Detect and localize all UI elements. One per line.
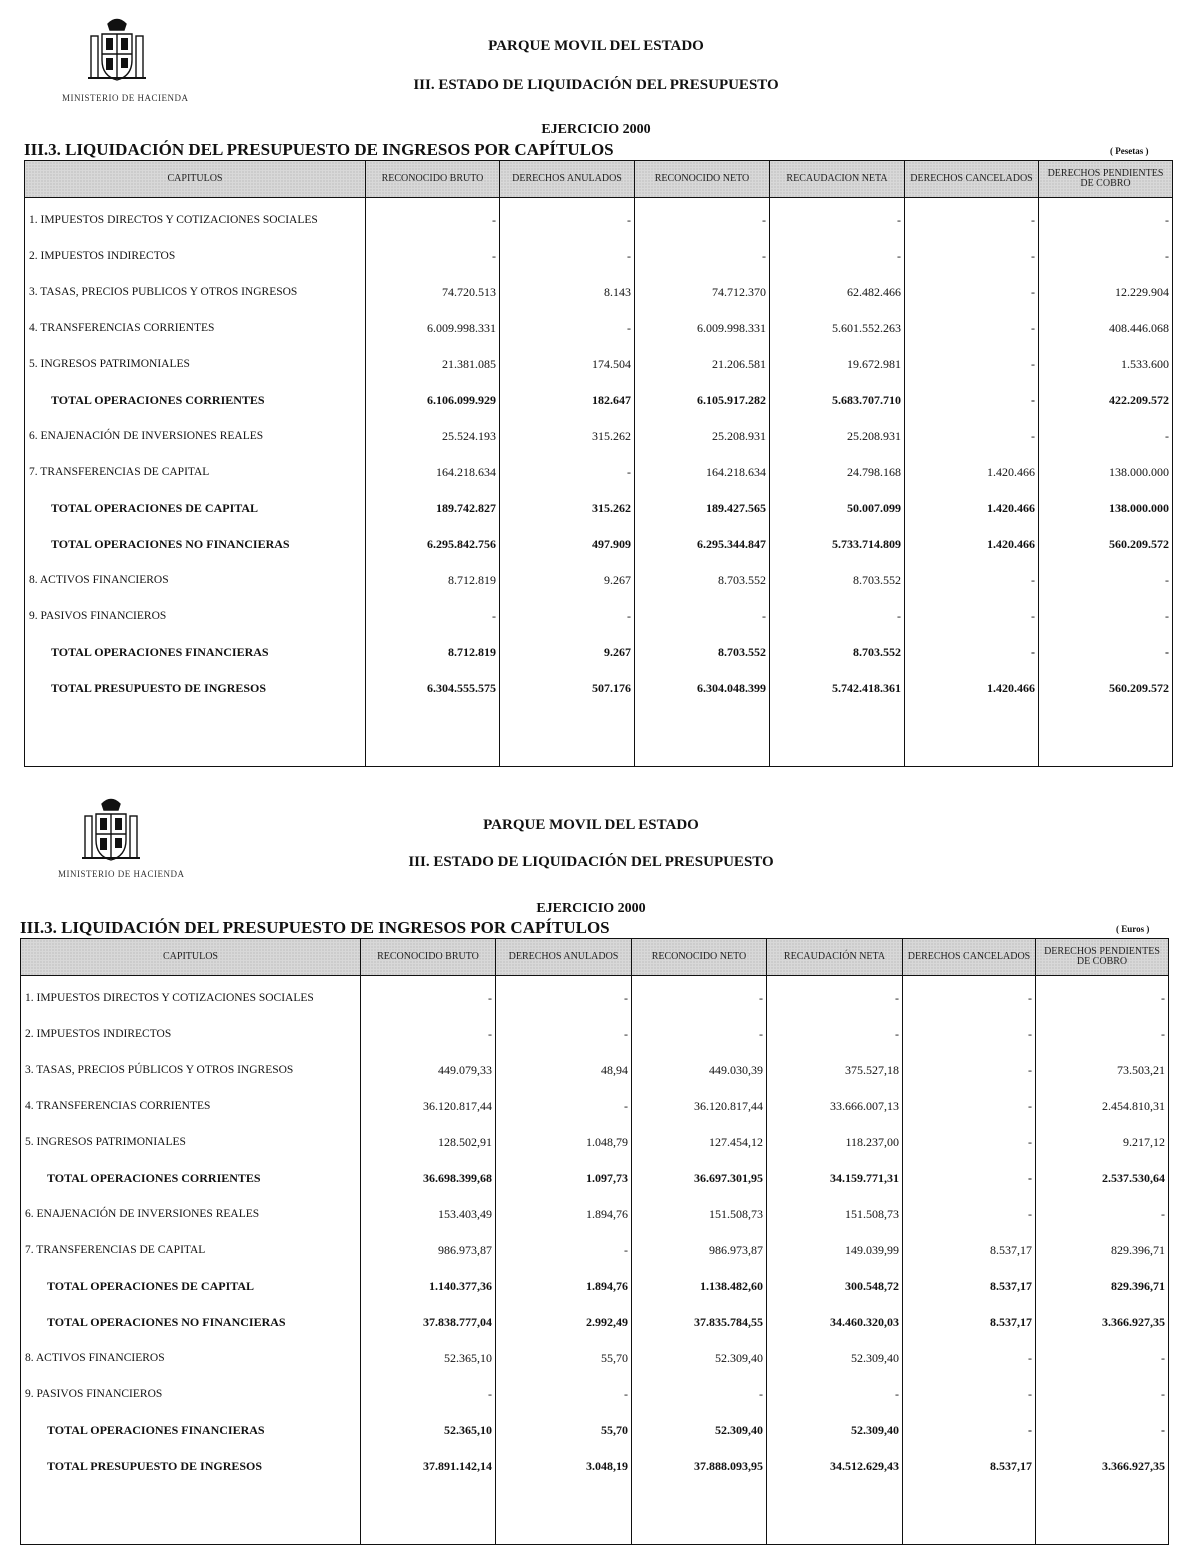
cell-value: 9.217,12 xyxy=(1036,1124,1169,1160)
cell-value: 300.548,72 xyxy=(767,1268,903,1304)
cell-value: 128.502,91 xyxy=(361,1124,496,1160)
cell-value: 8.537,17 xyxy=(903,1448,1036,1484)
cell-value: 19.672.981 xyxy=(770,346,905,382)
cell-value: 6.106.099.929 xyxy=(366,382,500,418)
currency-unit: ( Pesetas ) xyxy=(1110,146,1149,156)
cell-value: 25.208.931 xyxy=(770,418,905,454)
cell-value: 1.894,76 xyxy=(496,1268,632,1304)
row-label: TOTAL OPERACIONES NO FINANCIERAS xyxy=(21,1304,361,1340)
cell-value: - xyxy=(500,598,635,634)
table-row xyxy=(25,562,1173,598)
cell-value: 6.304.555.575 xyxy=(366,670,500,706)
cell-value: 189.427.565 xyxy=(635,490,770,526)
col-header-derechos-anulados: DERECHOS ANULADOS xyxy=(500,161,635,198)
row-label: 7. TRANSFERENCIAS DE CAPITAL xyxy=(21,1232,361,1268)
cell-value: 1.420.466 xyxy=(905,526,1039,562)
col-header-recaudacion-neta: RECAUDACIÓN NETA xyxy=(767,939,903,976)
cell-value: 52.309,40 xyxy=(767,1412,903,1448)
row-label: TOTAL OPERACIONES CORRIENTES xyxy=(21,1160,361,1196)
cell-value: - xyxy=(500,198,635,239)
cell-value: - xyxy=(903,1376,1036,1412)
cell-value: 149.039,99 xyxy=(767,1232,903,1268)
cell-value: 9.267 xyxy=(500,634,635,670)
cell-value: 422.209.572 xyxy=(1039,382,1173,418)
table-row xyxy=(25,238,1173,274)
table-total-row xyxy=(25,670,1173,706)
row-label: TOTAL OPERACIONES DE CAPITAL xyxy=(21,1268,361,1304)
cell-value: 52.365,10 xyxy=(361,1340,496,1376)
cell-value: 52.309,40 xyxy=(632,1412,767,1448)
cell-value: - xyxy=(905,562,1039,598)
cell-value: 34.460.320,03 xyxy=(767,1304,903,1340)
table-total-row xyxy=(21,1268,1169,1304)
cell-value: - xyxy=(770,198,905,239)
cell-value: 164.218.634 xyxy=(366,454,500,490)
section-title: III.3. LIQUIDACIÓN DEL PRESUPUESTO DE INGRESOS POR CAPÍTULOS xyxy=(20,918,610,937)
cell-value: 74.720.513 xyxy=(366,274,500,310)
table-total-row xyxy=(21,1304,1169,1340)
cell-value: 986.973,87 xyxy=(361,1232,496,1268)
table-row xyxy=(21,1376,1169,1412)
cell-value: 6.009.998.331 xyxy=(635,310,770,346)
cell-value: 1.420.466 xyxy=(905,490,1039,526)
cell-value: 8.703.552 xyxy=(770,634,905,670)
cell-value: - xyxy=(1036,1412,1169,1448)
cell-value: 1.533.600 xyxy=(1039,346,1173,382)
cell-value: - xyxy=(500,238,635,274)
cell-value: - xyxy=(905,238,1039,274)
cell-value: 449.079,33 xyxy=(361,1052,496,1088)
row-label: TOTAL OPERACIONES NO FINANCIERAS xyxy=(25,526,366,562)
cell-value: - xyxy=(1036,1016,1169,1052)
cell-value: 1.138.482,60 xyxy=(632,1268,767,1304)
cell-value: 36.120.817,44 xyxy=(632,1088,767,1124)
cell-value: 8.143 xyxy=(500,274,635,310)
cell-value: 48,94 xyxy=(496,1052,632,1088)
cell-value: - xyxy=(496,1376,632,1412)
cell-value: - xyxy=(496,1016,632,1052)
col-header-reconocido-bruto: RECONOCIDO BRUTO xyxy=(361,939,496,976)
cell-value: 3.048,19 xyxy=(496,1448,632,1484)
cell-value: 8.712.819 xyxy=(366,634,500,670)
revenue-table xyxy=(24,160,1173,767)
col-header-pendientes-cobro: DERECHOS PENDIENTES DE COBRO xyxy=(1036,939,1169,976)
cell-value: 1.048,79 xyxy=(496,1124,632,1160)
table-header-row xyxy=(25,161,1173,198)
col-header-derechos-anulados: DERECHOS ANULADOS xyxy=(496,939,632,976)
cell-value: - xyxy=(1036,976,1169,1017)
cell-value: - xyxy=(1039,198,1173,239)
table-row xyxy=(25,274,1173,310)
cell-value: 1.420.466 xyxy=(905,454,1039,490)
cell-value: 21.206.581 xyxy=(635,346,770,382)
row-label: 8. ACTIVOS FINANCIEROS xyxy=(25,562,366,598)
cell-value: - xyxy=(635,238,770,274)
row-label: TOTAL OPERACIONES FINANCIERAS xyxy=(21,1412,361,1448)
table-total-row xyxy=(25,634,1173,670)
cell-value: 1.420.466 xyxy=(905,670,1039,706)
row-label: 1. IMPUESTOS DIRECTOS Y COTIZACIONES SOCIALES xyxy=(21,976,361,1017)
cell-value: 6.105.917.282 xyxy=(635,382,770,418)
table-total-row xyxy=(21,1412,1169,1448)
cell-value: 138.000.000 xyxy=(1039,490,1173,526)
table-row xyxy=(25,598,1173,634)
cell-value: 8.537,17 xyxy=(903,1268,1036,1304)
row-label: TOTAL PRESUPUESTO DE INGRESOS xyxy=(21,1448,361,1484)
cell-value: 315.262 xyxy=(500,490,635,526)
row-label: 3. TASAS, PRECIOS PUBLICOS Y OTROS INGRESOS xyxy=(25,274,366,310)
cell-value: - xyxy=(903,976,1036,1017)
cell-value: 189.742.827 xyxy=(366,490,500,526)
col-header-recaudacion-neta: RECAUDACION NETA xyxy=(770,161,905,198)
cell-value: 174.504 xyxy=(500,346,635,382)
cell-value: 5.733.714.809 xyxy=(770,526,905,562)
cell-value: 2.454.810,31 xyxy=(1036,1088,1169,1124)
cell-value: - xyxy=(903,1340,1036,1376)
cell-value: 6.295.344.847 xyxy=(635,526,770,562)
cell-value: 2.537.530,64 xyxy=(1036,1160,1169,1196)
cell-value: 6.304.048.399 xyxy=(635,670,770,706)
cell-value: 36.698.399,68 xyxy=(361,1160,496,1196)
table-header-row xyxy=(21,939,1169,976)
cell-value: 118.237,00 xyxy=(767,1124,903,1160)
cell-value: 8.703.552 xyxy=(635,634,770,670)
cell-value: 449.030,39 xyxy=(632,1052,767,1088)
report-subtitle: III. ESTADO DE LIQUIDACIÓN DEL PRESUPUESTO xyxy=(408,854,774,870)
row-label: 4. TRANSFERENCIAS CORRIENTES xyxy=(25,310,366,346)
row-label: 8. ACTIVOS FINANCIEROS xyxy=(21,1340,361,1376)
row-label: 6. ENAJENACIÓN DE INVERSIONES REALES xyxy=(21,1196,361,1232)
cell-value: 37.835.784,55 xyxy=(632,1304,767,1340)
table-row xyxy=(21,976,1169,1017)
cell-value: - xyxy=(361,976,496,1017)
cell-value: 8.537,17 xyxy=(903,1232,1036,1268)
cell-value: - xyxy=(1036,1340,1169,1376)
table-total-row xyxy=(21,1448,1169,1484)
row-label: TOTAL PRESUPUESTO DE INGRESOS xyxy=(25,670,366,706)
cell-value: 8.703.552 xyxy=(770,562,905,598)
cell-value: 8.712.819 xyxy=(366,562,500,598)
cell-value: 151.508,73 xyxy=(767,1196,903,1232)
section-title: III.3. LIQUIDACIÓN DEL PRESUPUESTO DE INGRESOS POR CAPÍTULOS xyxy=(24,140,614,159)
cell-value: 507.176 xyxy=(500,670,635,706)
currency-unit: ( Euros ) xyxy=(1116,924,1150,934)
row-label: 2. IMPUESTOS INDIRECTOS xyxy=(21,1016,361,1052)
table-row xyxy=(25,310,1173,346)
cell-value: 560.209.572 xyxy=(1039,526,1173,562)
col-header-pendientes-cobro: DERECHOS PENDIENTES DE COBRO xyxy=(1039,161,1173,198)
cell-value: 37.838.777,04 xyxy=(361,1304,496,1340)
cell-value: 153.403,49 xyxy=(361,1196,496,1232)
cell-value: - xyxy=(905,310,1039,346)
cell-value: 151.508,73 xyxy=(632,1196,767,1232)
cell-value: 9.267 xyxy=(500,562,635,598)
table-row xyxy=(21,1196,1169,1232)
table-blank-row xyxy=(25,706,1173,767)
cell-value: 5.683.707.710 xyxy=(770,382,905,418)
cell-value: 52.309,40 xyxy=(767,1340,903,1376)
col-header-derechos-cancelados: DERECHOS CANCELADOS xyxy=(905,161,1039,198)
revenue-table xyxy=(20,938,1169,1545)
cell-value: - xyxy=(366,598,500,634)
org-title: PARQUE MOVIL DEL ESTADO xyxy=(488,38,704,54)
cell-value: - xyxy=(361,1376,496,1412)
table-total-row xyxy=(25,490,1173,526)
cell-value: - xyxy=(770,238,905,274)
cell-value: - xyxy=(1039,598,1173,634)
cell-value: 62.482.466 xyxy=(770,274,905,310)
table-row xyxy=(25,454,1173,490)
cell-value: - xyxy=(1039,562,1173,598)
row-label: TOTAL OPERACIONES CORRIENTES xyxy=(25,382,366,418)
row-label: 2. IMPUESTOS INDIRECTOS xyxy=(25,238,366,274)
coat-of-arms-icon xyxy=(76,794,146,864)
col-header-capitulos: CAPITULOS xyxy=(25,161,366,198)
table-row xyxy=(21,1340,1169,1376)
cell-value: - xyxy=(632,976,767,1017)
row-label: TOTAL OPERACIONES FINANCIERAS xyxy=(25,634,366,670)
cell-value: 52.309,40 xyxy=(632,1340,767,1376)
cell-value: 375.527,18 xyxy=(767,1052,903,1088)
cell-value: - xyxy=(905,634,1039,670)
cell-value: 5.601.552.263 xyxy=(770,310,905,346)
table-row xyxy=(21,1016,1169,1052)
report-subtitle: III. ESTADO DE LIQUIDACIÓN DEL PRESUPUESTO xyxy=(413,77,779,93)
table-blank-row xyxy=(21,1484,1169,1545)
cell-value: - xyxy=(1039,238,1173,274)
cell-value: 25.208.931 xyxy=(635,418,770,454)
cell-value: - xyxy=(500,454,635,490)
col-header-reconocido-bruto: RECONOCIDO BRUTO xyxy=(366,161,500,198)
cell-value: 2.992,49 xyxy=(496,1304,632,1340)
cell-value: 829.396,71 xyxy=(1036,1232,1169,1268)
cell-value: 37.891.142,14 xyxy=(361,1448,496,1484)
cell-value: 55,70 xyxy=(496,1412,632,1448)
cell-value: - xyxy=(903,1196,1036,1232)
org-title: PARQUE MOVIL DEL ESTADO xyxy=(483,817,699,833)
cell-value: - xyxy=(903,1412,1036,1448)
cell-value: 55,70 xyxy=(496,1340,632,1376)
ministry-label: MINISTERIO DE HACIENDA xyxy=(62,93,189,103)
cell-value: - xyxy=(905,382,1039,418)
cell-value: 74.712.370 xyxy=(635,274,770,310)
cell-value: - xyxy=(496,1232,632,1268)
col-header-capitulos: CAPITULOS xyxy=(21,939,361,976)
cell-value: 164.218.634 xyxy=(635,454,770,490)
cell-value: - xyxy=(903,1016,1036,1052)
cell-value: 3.366.927,35 xyxy=(1036,1448,1169,1484)
cell-value: 127.454,12 xyxy=(632,1124,767,1160)
row-label: 9. PASIVOS FINANCIEROS xyxy=(21,1376,361,1412)
cell-value: 25.524.193 xyxy=(366,418,500,454)
cell-value: - xyxy=(635,598,770,634)
col-header-reconocido-neto: RECONOCIDO NETO xyxy=(632,939,767,976)
cell-value: 6.009.998.331 xyxy=(366,310,500,346)
cell-value: 12.229.904 xyxy=(1039,274,1173,310)
cell-value: - xyxy=(767,976,903,1017)
table-row xyxy=(25,346,1173,382)
cell-value: - xyxy=(1036,1376,1169,1412)
cell-value: - xyxy=(767,1376,903,1412)
ministry-label: MINISTERIO DE HACIENDA xyxy=(58,869,185,879)
cell-value: - xyxy=(496,1088,632,1124)
cell-value: 34.159.771,31 xyxy=(767,1160,903,1196)
cell-value: 8.537,17 xyxy=(903,1304,1036,1340)
row-label: 9. PASIVOS FINANCIEROS xyxy=(25,598,366,634)
row-label: 7. TRANSFERENCIAS DE CAPITAL xyxy=(25,454,366,490)
cell-value: 138.000.000 xyxy=(1039,454,1173,490)
cell-value: - xyxy=(903,1088,1036,1124)
table-row xyxy=(21,1052,1169,1088)
cell-value: - xyxy=(366,198,500,239)
row-label: 6. ENAJENACIÓN DE INVERSIONES REALES xyxy=(25,418,366,454)
col-header-derechos-cancelados: DERECHOS CANCELADOS xyxy=(903,939,1036,976)
cell-value: 8.703.552 xyxy=(635,562,770,598)
cell-value: - xyxy=(1036,1196,1169,1232)
cell-value: - xyxy=(500,310,635,346)
cell-value: - xyxy=(632,1016,767,1052)
cell-value: 182.647 xyxy=(500,382,635,418)
cell-value: - xyxy=(1039,634,1173,670)
cell-value: - xyxy=(1039,418,1173,454)
cell-value: 52.365,10 xyxy=(361,1412,496,1448)
cell-value: 1.097,73 xyxy=(496,1160,632,1196)
cell-value: 33.666.007,13 xyxy=(767,1088,903,1124)
cell-value: - xyxy=(366,238,500,274)
row-label: 3. TASAS, PRECIOS PÚBLICOS Y OTROS INGRESOS xyxy=(21,1052,361,1088)
cell-value: - xyxy=(770,598,905,634)
table-row xyxy=(25,418,1173,454)
row-label: 1. IMPUESTOS DIRECTOS Y COTIZACIONES SOCIALES xyxy=(25,198,366,239)
table-row xyxy=(21,1232,1169,1268)
cell-value: - xyxy=(905,418,1039,454)
cell-value: 829.396,71 xyxy=(1036,1268,1169,1304)
cell-value: - xyxy=(905,198,1039,239)
cell-value: 5.742.418.361 xyxy=(770,670,905,706)
cell-value: - xyxy=(632,1376,767,1412)
cell-value: 24.798.168 xyxy=(770,454,905,490)
cell-value: - xyxy=(635,198,770,239)
cell-value: 34.512.629,43 xyxy=(767,1448,903,1484)
cell-value: 36.697.301,95 xyxy=(632,1160,767,1196)
table-total-row xyxy=(25,382,1173,418)
exercise-year: EJERCICIO 2000 xyxy=(536,901,646,916)
cell-value: - xyxy=(903,1160,1036,1196)
cell-value: 3.366.927,35 xyxy=(1036,1304,1169,1340)
cell-value: 37.888.093,95 xyxy=(632,1448,767,1484)
table-row xyxy=(21,1088,1169,1124)
cell-value: - xyxy=(905,274,1039,310)
cell-value: - xyxy=(905,346,1039,382)
cell-value: 21.381.085 xyxy=(366,346,500,382)
exercise-year: EJERCICIO 2000 xyxy=(541,122,651,137)
cell-value: - xyxy=(496,976,632,1017)
table-row xyxy=(25,198,1173,239)
col-header-reconocido-neto: RECONOCIDO NETO xyxy=(635,161,770,198)
cell-value: 1.140.377,36 xyxy=(361,1268,496,1304)
cell-value: 36.120.817,44 xyxy=(361,1088,496,1124)
cell-value: 986.973,87 xyxy=(632,1232,767,1268)
row-label: 5. INGRESOS PATRIMONIALES xyxy=(25,346,366,382)
cell-value: - xyxy=(361,1016,496,1052)
row-label: 5. INGRESOS PATRIMONIALES xyxy=(21,1124,361,1160)
table-row xyxy=(21,1124,1169,1160)
table-total-row xyxy=(21,1160,1169,1196)
cell-value: - xyxy=(903,1124,1036,1160)
coat-of-arms-icon xyxy=(82,14,152,84)
cell-value: 50.007.099 xyxy=(770,490,905,526)
cell-value: 73.503,21 xyxy=(1036,1052,1169,1088)
cell-value: 497.909 xyxy=(500,526,635,562)
cell-value: 315.262 xyxy=(500,418,635,454)
row-label: TOTAL OPERACIONES DE CAPITAL xyxy=(25,490,366,526)
cell-value: - xyxy=(905,598,1039,634)
row-label: 4. TRANSFERENCIAS CORRIENTES xyxy=(21,1088,361,1124)
cell-value: - xyxy=(903,1052,1036,1088)
cell-value: 408.446.068 xyxy=(1039,310,1173,346)
table-total-row xyxy=(25,526,1173,562)
cell-value: - xyxy=(767,1016,903,1052)
cell-value: 6.295.842.756 xyxy=(366,526,500,562)
cell-value: 560.209.572 xyxy=(1039,670,1173,706)
cell-value: 1.894,76 xyxy=(496,1196,632,1232)
